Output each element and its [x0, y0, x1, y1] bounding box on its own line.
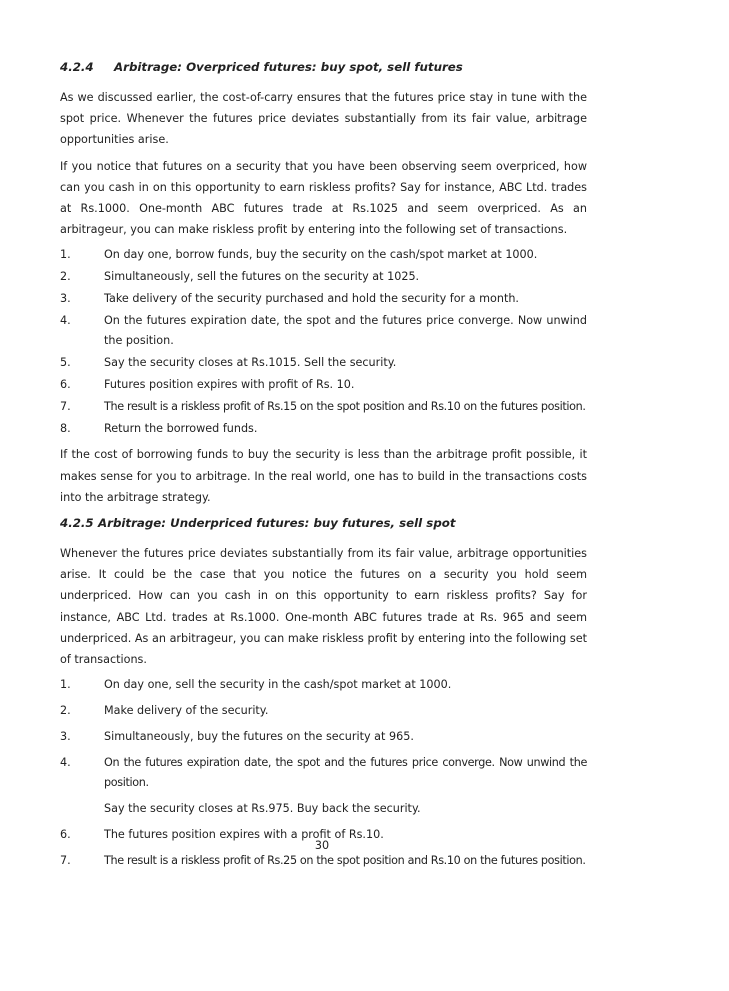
list-marker: 2.	[60, 270, 71, 284]
list-item	[60, 289, 587, 309]
list-marker: 1.	[60, 248, 71, 262]
numbered-list	[60, 245, 587, 439]
list-item-text: Return the borrowed funds.	[104, 422, 258, 436]
section-title: Arbitrage: Underpriced futures: buy futures, sell spot	[98, 516, 456, 531]
list-item	[60, 397, 587, 417]
list-item-text: On day one, sell the security in the cash/spot market at 1000.	[104, 678, 452, 692]
list-marker: 2.	[60, 704, 71, 718]
list-item-text: Simultaneously, buy the futures on the security at 965.	[104, 730, 414, 744]
list-item-text: The result is a riskless profit of Rs.15 on the spot position and Rs.10 on the futures position.	[104, 400, 586, 414]
section-number: 4.2.4	[60, 60, 94, 74]
list-item-text: Simultaneously, sell the futures on the security at 1025.	[104, 270, 420, 284]
list-item-text: The result is a riskless profit of Rs.25 on the spot position and Rs.10 on the futures position.	[104, 854, 586, 868]
list-item	[60, 245, 587, 265]
list-marker: 7.	[60, 854, 71, 868]
list-marker: 4.	[60, 314, 71, 328]
list-marker: 5.	[60, 356, 71, 370]
list-item	[60, 675, 587, 695]
list-marker: 7.	[60, 400, 71, 414]
list-item	[60, 799, 587, 819]
list-item	[60, 267, 587, 287]
list-marker: 6.	[60, 828, 71, 842]
list-marker: 8.	[60, 422, 71, 436]
section-heading-4-2-5	[60, 513, 587, 533]
list-marker: 6.	[60, 378, 71, 392]
paragraph: As we discussed earlier, the cost-of-carry ensures that the futures price stay in tune with the spot price. Whenever the futures price deviates substantially from its fair value, arbitrage opportunities arise.	[60, 91, 587, 147]
list-item	[60, 419, 587, 439]
paragraph: If you notice that futures on a security that you have been observing seem overpriced, how can you cash in on this opportunity to earn riskless profits? Say for instance, ABC Ltd. trades at Rs.1000. One-month ABC futures trade at Rs.1025 and seem overpriced. As an arbitrageur, you can make riskless profit by entering into the following set of transactions.	[60, 159, 587, 237]
section-number: 4.2.5	[60, 516, 94, 531]
paragraph: If the cost of borrowing funds to buy the security is less than the arbitrage profit possible, it makes sense for you to arbitrage. In the real world, one has to build in the transactions costs into the arbitrage strategy.	[60, 448, 587, 504]
list-item	[60, 375, 587, 395]
list-item-text: Take delivery of the security purchased and hold the security for a month.	[104, 292, 519, 306]
list-marker: 4.	[60, 756, 71, 770]
list-item-text: The futures position expires with a profit of Rs.10.	[104, 828, 384, 842]
list-item	[60, 311, 587, 351]
list-item	[60, 727, 587, 747]
section-title: Arbitrage: Overpriced futures: buy spot, sell futures	[114, 60, 463, 74]
document-page	[60, 57, 587, 877]
list-marker	[60, 799, 104, 819]
paragraph: Whenever the futures price deviates substantially from its fair value, arbitrage opportunities arise. It could be the case that you notice the futures on a security you hold seem underpriced. How can you cash in on this opportunity to earn riskless profits? Say for instance, ABC Ltd. trades at Rs.1000. One-month ABC futures trade at Rs. 965 and seem underpriced. As an arbitrageur, you can make riskless profit by entering into the following set of transactions.	[60, 547, 587, 667]
list-marker: 3.	[60, 730, 71, 744]
section-heading-4-2-4	[60, 57, 587, 77]
list-item-text: On the futures expiration date, the spot and the futures price converge. Now unwind the position.	[104, 314, 587, 348]
list-marker: 3.	[60, 292, 71, 306]
list-item-text: Futures position expires with profit of Rs. 10.	[104, 378, 355, 392]
list-item	[60, 353, 587, 373]
list-item-text: Make delivery of the security.	[104, 704, 269, 718]
list-item-text: Say the security closes at Rs.975. Buy back the security.	[104, 802, 421, 816]
list-item-text: On day one, borrow funds, buy the security on the cash/spot market at 1000.	[104, 248, 538, 262]
list-item	[60, 753, 587, 793]
list-marker: 1.	[60, 678, 71, 692]
list-item-text: Say the security closes at Rs.1015. Sell the security.	[104, 356, 397, 370]
list-item	[60, 701, 587, 721]
page-number: 30	[314, 839, 330, 852]
list-item-text: On the futures expiration date, the spot and the futures price converge. Now unwind the position.	[104, 756, 587, 790]
